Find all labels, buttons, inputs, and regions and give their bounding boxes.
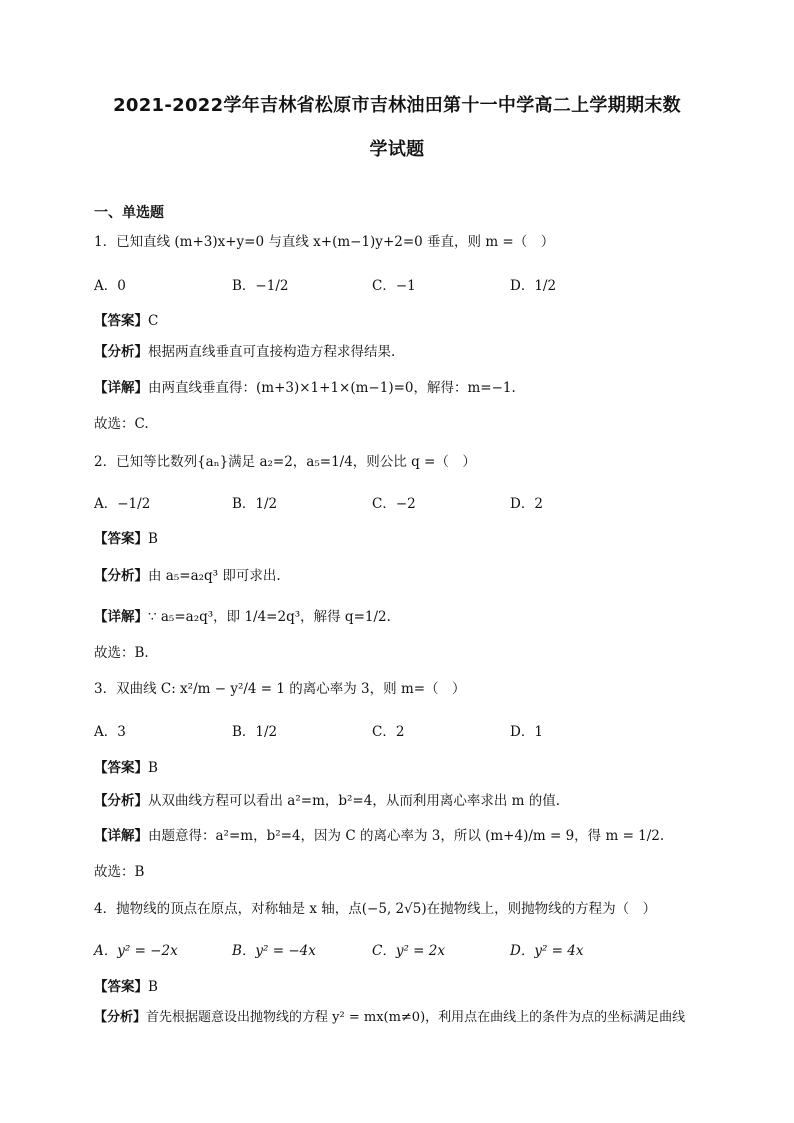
option-c: C．−2 [372, 496, 416, 512]
detail-text: 由题意得：a²=m，b²=4，因为 C 的离心率为 3，所以 (m+4)/m = 9，得 m = 1/2. [148, 828, 665, 844]
analysis-tag: 【分析】 [94, 344, 148, 360]
option-d: D．2 [510, 496, 543, 512]
option-d: D．1 [510, 724, 543, 740]
question-3-stem: 3．双曲线 C: x²/m − y²/4 = 1 的离心率为 3，则 m=（ ） [94, 681, 466, 697]
analysis-text: 从双曲线方程可以看出 a²=m，b²=4，从而利用离心率求出 m 的值. [148, 793, 560, 809]
detail-tag: 【详解】 [94, 609, 148, 625]
question-4-analysis [94, 1008, 734, 1028]
answer-value: B [148, 979, 158, 995]
analysis-tag: 【分析】 [94, 793, 148, 809]
option-d: D．y² = 4x [510, 943, 584, 959]
answer-value: B [148, 531, 158, 547]
option-b: B．y² = −4x [232, 943, 316, 959]
option-a: A．−1/2 [94, 496, 151, 512]
question-3-answer [94, 758, 734, 778]
answer-value: B [148, 760, 158, 776]
question-4-stem: 4．抛物线的顶点在原点，对称轴是 x 轴，点(−5, 2√5)在抛物线上，则抛物线的方程为（ ） [94, 901, 657, 917]
section-heading: 一、单选题 [94, 205, 164, 221]
question-2-stem: 2．已知等比数列{aₙ}满足 a₂=2，a₅=1/4，则公比 q =（ ） [94, 454, 476, 470]
option-c: C．y² = 2x [372, 943, 445, 959]
question-3-choice: 故选：B [94, 864, 145, 880]
question-1-stem: 1．已知直线 (m+3)x+y=0 与直线 x+(m−1)y+2=0 垂直，则 m =（ ） [94, 234, 555, 250]
option-b: B．−1/2 [232, 278, 289, 294]
analysis-tag: 【分析】 [94, 1010, 147, 1025]
analysis-tag: 【分析】 [94, 568, 148, 584]
question-1-choice: 故选：C. [94, 416, 149, 432]
question-2-answer [94, 529, 734, 549]
detail-tag: 【详解】 [94, 828, 148, 844]
question-4-options [94, 939, 734, 963]
detail-text: ∵ a₅=a₂q³，即 1/4=2q³，解得 q=1/2. [148, 609, 391, 625]
analysis-text: 由 a₅=a₂q³ 即可求出. [148, 568, 281, 584]
question-2-detail [94, 607, 734, 627]
option-d: D．1/2 [510, 278, 557, 294]
answer-tag: 【答案】 [94, 531, 148, 547]
answer-tag: 【答案】 [94, 313, 148, 329]
title-line-2: 学试题 [369, 139, 425, 160]
answer-tag: 【答案】 [94, 979, 148, 995]
option-a: A．y² = −2x [94, 943, 178, 959]
question-1-detail [94, 378, 734, 398]
question-2-choice: 故选：B. [94, 645, 149, 661]
question-1-answer [94, 311, 734, 331]
question-1-options [94, 274, 734, 298]
question-4-answer [94, 977, 734, 997]
detail-text: 由两直线垂直得：(m+3)×1+1×(m−1)=0，解得：m=−1. [148, 380, 516, 396]
option-b: B．1/2 [232, 496, 278, 512]
detail-tag: 【详解】 [94, 380, 148, 396]
question-3-detail [94, 826, 734, 846]
question-3-options [94, 720, 734, 744]
analysis-text: 根据两直线垂直可直接构造方程求得结果. [148, 344, 396, 360]
option-a: A．3 [94, 724, 126, 740]
document-title [60, 84, 734, 172]
question-3-analysis [94, 791, 734, 811]
answer-tag: 【答案】 [94, 760, 148, 776]
title-line-1: 2021-2022学年吉林省松原市吉林油田第十一中学高二上学期期末数 [113, 95, 681, 116]
answer-value: C [148, 313, 159, 329]
analysis-text: 首先根据题意设出抛物线的方程 y² = mx(m≠0)，利用点在曲线上的条件为点的坐标满足曲线 [146, 1010, 686, 1025]
option-b: B．1/2 [232, 724, 278, 740]
option-a: A．0 [94, 278, 126, 294]
option-c: C．−1 [372, 278, 416, 294]
question-2-options [94, 492, 734, 516]
question-1-analysis [94, 342, 734, 362]
option-c: C．2 [372, 724, 405, 740]
question-2-analysis [94, 566, 734, 586]
